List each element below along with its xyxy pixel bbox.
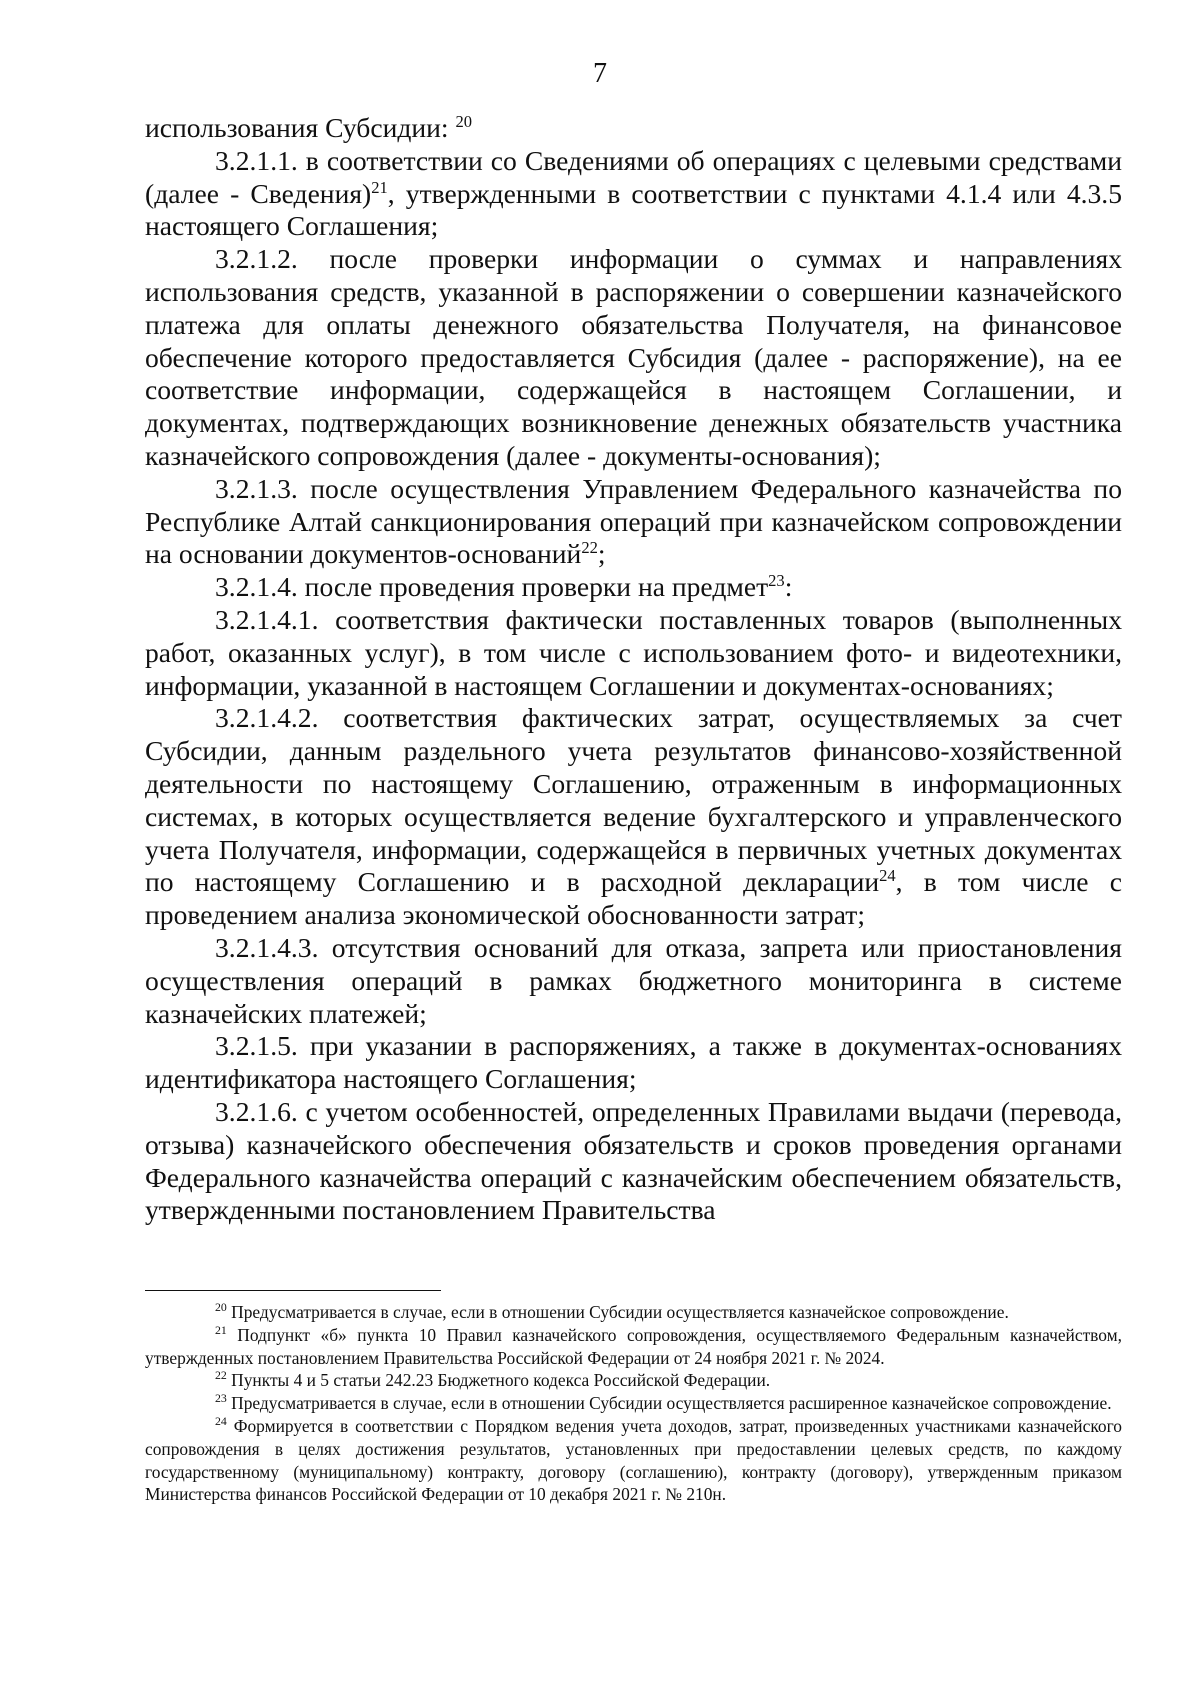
footnote-ref[interactable]: 22 bbox=[581, 538, 598, 558]
paragraph-3-2-1-4-3 bbox=[145, 932, 1122, 1030]
footnote-text: Подпункт «б» пункта 10 Правил казначейского сопровождения, осуществляемого Федеральным казначейством, утвержденных постановлением Правительства Российской Федерации от 24 ноября 2021 г. № 2024. bbox=[145, 1324, 1122, 1368]
paragraph-text: 3.2.1.2. после проверки информации о суммах и направлениях использования средств, указанной в распоряжении о совершении казначейского платежа для оплаты денежного обязательства Получателя, на финансовое обеспечение которого предоставляется Субсидия (далее - распоряжение), на ее соответствие информации, содержащейся в настоящем Соглашении, и документах, подтверждающих возникновение денежных обязательств участника казначейского сопровождения (далее - документы-основания); bbox=[145, 243, 1122, 471]
paragraph-3-2-1-4 bbox=[145, 571, 1122, 604]
paragraph-text: 3.2.1.5. при указании в распоряжениях, а также в документах-основаниях идентификатора настоящего Соглашения; bbox=[145, 1030, 1122, 1095]
footnote-mark: 24 bbox=[215, 1414, 227, 1429]
paragraph-text: 3.2.1.1. в соответствии со Сведениями об операциях с целевыми средствами (далее - Сведения) bbox=[145, 144, 1122, 209]
paragraph-3-2-1-4-1 bbox=[145, 604, 1122, 702]
footnote-21 bbox=[145, 1324, 1122, 1370]
footnote-ref[interactable]: 20 bbox=[455, 111, 473, 131]
paragraph-text-tail: , утвержденными в соответствии с пунктами 4.1.4 или 4.3.5 настоящего Соглашения; bbox=[145, 177, 1123, 242]
paragraph-3-2-1-4-2 bbox=[145, 702, 1122, 932]
paragraph-text-tail: : bbox=[784, 571, 793, 603]
paragraph-text: использования Субсидии: bbox=[145, 112, 456, 143]
paragraph-text-tail: ; bbox=[597, 538, 606, 570]
paragraph-0 bbox=[145, 112, 1122, 145]
paragraph-3-2-1-5 bbox=[145, 1030, 1122, 1096]
paragraph-text: 3.2.1.4.2. соответствия фактических затрат, осуществляемых за счет Субсидии, данным раздельного учета результатов финансово-хозяйственной деятельности по настоящему Соглашению, отраженным в информационных системах, в которых осуществляется ведение бухгалтерского и управленческого учета Получателя, информации, содержащейся в первичных учетных документах по настоящему Соглашению и в расходной декларации bbox=[145, 702, 1122, 898]
paragraph-3-2-1-3 bbox=[145, 473, 1122, 571]
paragraph-3-2-1-1 bbox=[145, 145, 1122, 243]
footnote-ref[interactable]: 21 bbox=[371, 177, 388, 197]
footnote-ref[interactable]: 23 bbox=[768, 570, 785, 590]
footnote-20 bbox=[145, 1301, 1122, 1324]
paragraph-text: 3.2.1.6. с учетом особенностей, определенных Правилами выдачи (перевода, отзыва) казначейского обеспечения обязательств и сроков проведения органами Федерального казначейства операций с казначейским обеспечением обязательств, утвержденными постановлением Правительства bbox=[145, 1095, 1122, 1226]
paragraph-text-tail: , в том числе с проведением анализа экономической обоснованности затрат; bbox=[145, 866, 1122, 931]
footnote-mark: 22 bbox=[215, 1368, 227, 1383]
footnote-23 bbox=[145, 1392, 1122, 1415]
paragraph-text: 3.2.1.4.3. отсутствия оснований для отказа, запрета или приостановления осуществления операций в рамках бюджетного мониторинга в системе казначейских платежей; bbox=[145, 931, 1122, 1029]
footnote-divider bbox=[145, 1290, 441, 1291]
footnote-text: Предусматривается в случае, если в отношении Субсидии осуществляется расширенное казначейское сопровождение. bbox=[226, 1393, 1112, 1414]
footnote-text: Предусматривается в случае, если в отношении Субсидии осуществляется казначейское сопровождение. bbox=[226, 1302, 1009, 1322]
body-text bbox=[145, 112, 1122, 1227]
footnotes bbox=[145, 1301, 1122, 1506]
paragraph-text: 3.2.1.4.1. соответствия фактически поставленных товаров (выполненных работ, оказанных услуг), в том числе с использованием фото- и видеотехники, информации, указанной в настоящем Соглашении и документах-основаниях; bbox=[145, 603, 1122, 701]
footnote-22 bbox=[145, 1369, 1122, 1392]
page-number: 7 bbox=[593, 58, 607, 89]
footnote-mark: 20 bbox=[215, 1300, 227, 1315]
paragraph-3-2-1-6 bbox=[145, 1096, 1122, 1227]
footnote-text: Формируется в соответствии с Порядком ведения учета доходов, затрат, произведенных участниками казначейского сопровождения в целях достижения результатов, установленных при предоставлении целевых средств, по каждому государственному (муниципальному) контракту, договору (соглашению), контракту (договору), утвержденным приказом Министерства финансов Российской Федерации от 10 декабря 2021 г. № 210н. bbox=[145, 1415, 1122, 1505]
paragraph-text: 3.2.1.3. после осуществления Управлением Федерального казначейства по Республике Алтай санкционирования операций при казначейском сопровождении на основании документов-оснований bbox=[145, 472, 1122, 570]
paragraph-3-2-1-2 bbox=[145, 243, 1122, 473]
footnote-text: Пункты 4 и 5 статьи 242.23 Бюджетного кодекса Российской Федерации. bbox=[226, 1370, 771, 1391]
footnote-ref[interactable]: 24 bbox=[879, 866, 896, 886]
paragraph-text: 3.2.1.4. после проведения проверки на предмет bbox=[215, 571, 769, 603]
footnote-mark: 23 bbox=[215, 1391, 227, 1406]
footnote-24 bbox=[145, 1415, 1122, 1506]
footnote-mark: 21 bbox=[215, 1323, 227, 1337]
